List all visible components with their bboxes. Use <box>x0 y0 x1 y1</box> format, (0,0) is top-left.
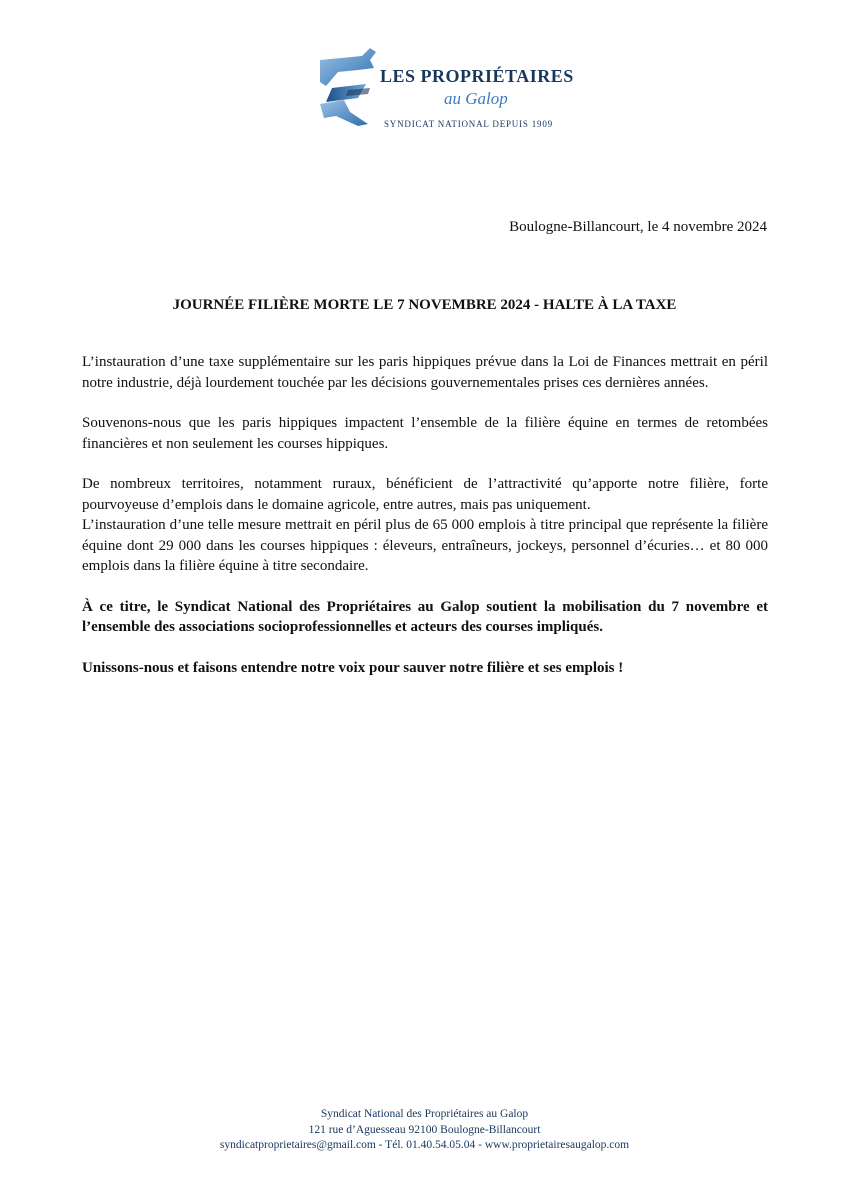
logo-subtitle: au Galop <box>444 89 508 108</box>
organization-logo <box>318 46 574 136</box>
footer-contact: syndicatproprietaires@gmail.com - Tél. 01.40.54.05.04 - www.proprietairesaugalop.com <box>219 1139 630 1151</box>
footer-organization: Syndicat National des Propriétaires au Galop <box>320 1108 529 1120</box>
horse-emblem-icon <box>318 46 378 128</box>
paragraph-emphasis: À ce titre, le Syndicat National des Propriétaires au Galop soutient la mobilisation du 7 novembre et l’ensemble des associations socioprofessionnelles et acteurs des courses impliqués. <box>82 598 768 635</box>
logo-title: LES PROPRIÉTAIRES <box>380 66 574 86</box>
footer <box>0 1107 849 1154</box>
paragraph: L’instauration d’une telle mesure mettrait en péril plus de 65 000 emplois à titre principal que représente la filière équine dont 29 000 dans les courses hippiques : éleveurs, entraîneurs, jockeys, personnel d’écuries… et 80 000 emplois dans la filière équine à titre secondaire. <box>82 517 768 574</box>
logo-tagline: SYNDICAT NATIONAL DEPUIS 1909 <box>384 119 553 129</box>
paragraph: De nombreux territoires, notamment ruraux, bénéficient de l’attractivité qu’apporte notre filière, forte pourvoyeuse d’emplois dans le domaine agricole, entre autres, mais pas uniquement. <box>82 476 768 513</box>
paragraph: Souvenons-nous que les paris hippiques impactent l’ensemble de la filière équine en termes de retombées financières et non seulement les courses hippiques. <box>82 415 768 452</box>
closing-call: Unissons-nous et faisons entendre notre voix pour sauver notre filière et ses emplois ! <box>82 659 624 676</box>
dateline: Boulogne-Billancourt, le 4 novembre 2024 <box>509 219 767 235</box>
document-body <box>82 352 768 698</box>
paragraph: L’instauration d’une taxe supplémentaire sur les paris hippiques prévue dans la Loi de Finances mettrait en péril notre industrie, déjà lourdement touchée par les décisions gouvernementales prises ces dernières années. <box>82 354 768 391</box>
document-title: JOURNÉE FILIÈRE MORTE LE 7 NOVEMBRE 2024 - HALTE À LA TAXE <box>172 297 677 313</box>
footer-address: 121 rue d’Aguesseau 92100 Boulogne-Billancourt <box>308 1123 541 1136</box>
